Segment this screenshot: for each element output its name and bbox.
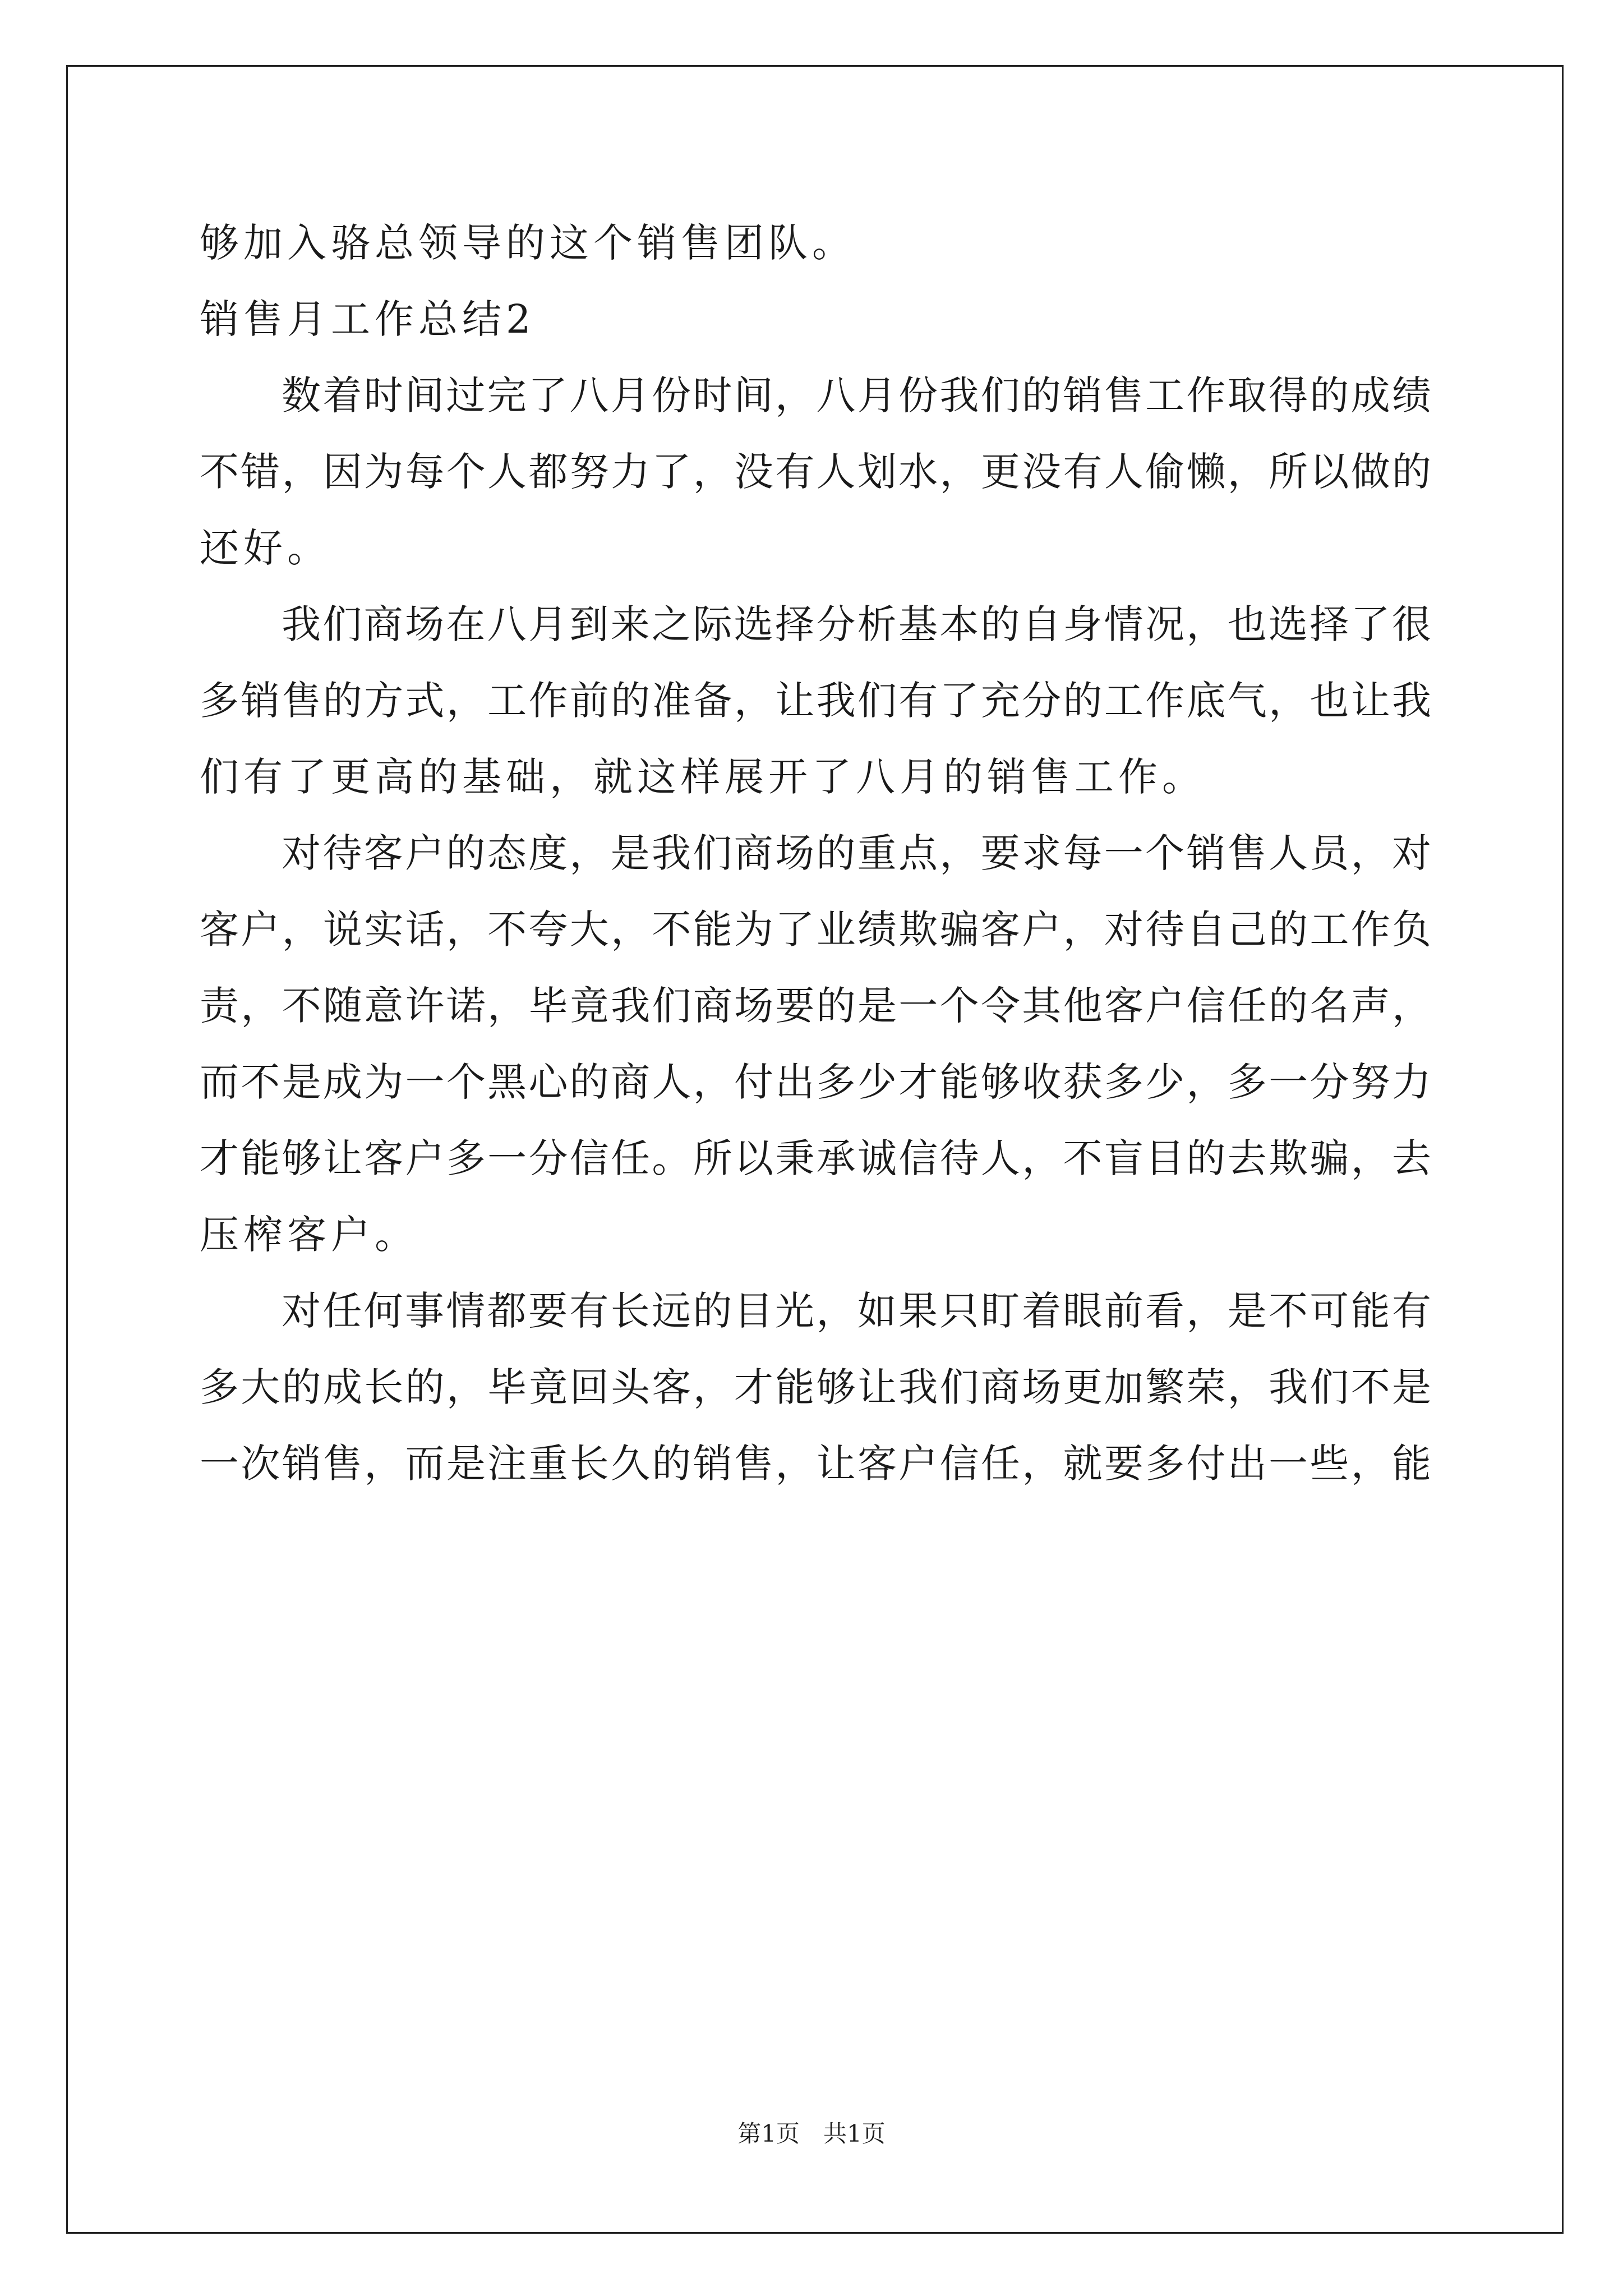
paragraph-3-line-5: 才能够让客户多一分信任。所以秉承诚信待人，不盲目的去欺骗，去 <box>200 1135 1431 1181</box>
paragraph-2-line-1: 我们商场在八月到来之际选择分析基本的自身情况，也选择了很 <box>282 601 1431 647</box>
paragraph-1-line-2: 不错，因为每个人都努力了，没有人划水，更没有人偷懒，所以做的 <box>200 449 1431 495</box>
section-heading: 销售月工作总结2 <box>200 296 536 342</box>
paragraph-3-line-2: 客户，说实话，不夸大，不能为了业绩欺骗客户，对待自己的工作负 <box>200 907 1431 953</box>
paragraph-2-line-2: 多销售的方式，工作前的准备，让我们有了充分的工作底气，也让我 <box>200 678 1431 724</box>
paragraph-4-line-3: 一次销售，而是注重长久的销售，让客户信任，就要多付出一些，能 <box>200 1441 1431 1487</box>
text-line-continuation: 够加入骆总领导的这个销售团队。 <box>200 220 856 266</box>
paragraph-4-line-1: 对任何事情都要有长远的目光，如果只盯着眼前看，是不可能有 <box>282 1288 1431 1334</box>
paragraph-3-line-6: 压榨客户。 <box>200 1212 418 1258</box>
paragraph-2-line-3: 们有了更高的基础，就这样展开了八月的销售工作。 <box>200 754 1206 800</box>
paragraph-1-line-3: 还好。 <box>200 525 331 571</box>
page-number-footer: 第1页 共1页 <box>737 2120 886 2147</box>
paragraph-3-line-4: 而不是成为一个黑心的商人，付出多少才能够收获多少，多一分努力 <box>200 1059 1431 1105</box>
paragraph-3-line-3: 责，不随意许诺，毕竟我们商场要的是一个令其他客户信任的名声， <box>200 983 1431 1029</box>
paragraph-3-line-1: 对待客户的态度，是我们商场的重点，要求每一个销售人员，对 <box>282 830 1431 876</box>
paragraph-1-line-1: 数着时间过完了八月份时间，八月份我们的销售工作取得的成绩 <box>282 372 1431 418</box>
paragraph-4-line-2: 多大的成长的，毕竟回头客，才能够让我们商场更加繁荣，我们不是 <box>200 1364 1431 1410</box>
